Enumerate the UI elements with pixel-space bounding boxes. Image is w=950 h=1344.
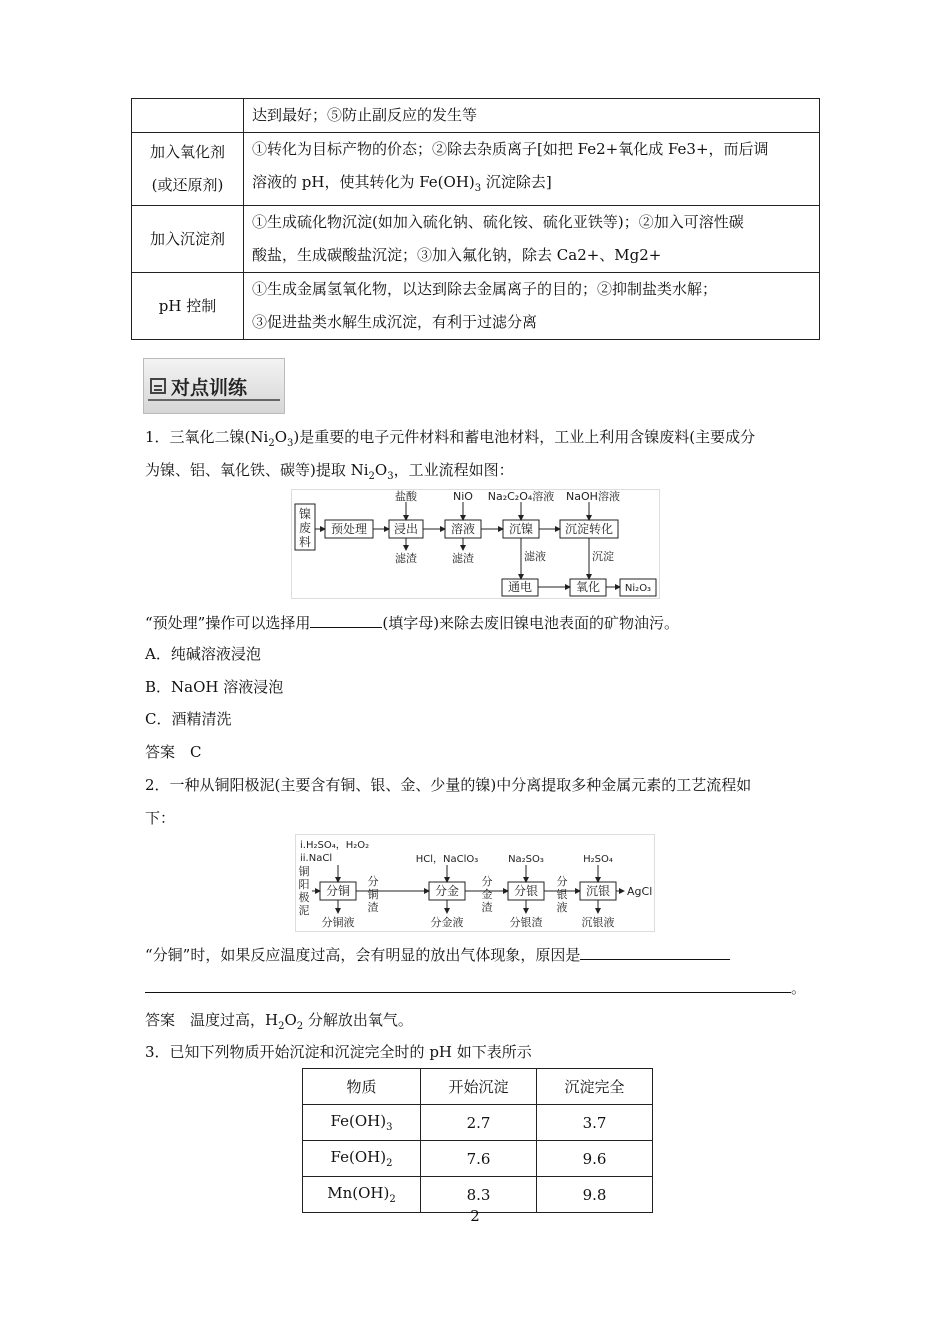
document-icon bbox=[150, 378, 166, 394]
output-label: 滤液 bbox=[524, 550, 546, 563]
reagent-label: NiO bbox=[453, 490, 473, 503]
output-label: 沉淀 bbox=[592, 550, 614, 563]
q2-blank-line: 。 bbox=[145, 976, 806, 998]
step-label: 分银 bbox=[513, 884, 539, 898]
flowchart-svg bbox=[296, 835, 654, 931]
output-label: 分银渣 bbox=[509, 916, 543, 929]
mid-label-char: 铜 bbox=[367, 888, 379, 901]
mid-label-char: 渣 bbox=[481, 901, 493, 914]
step-label: 分铜 bbox=[325, 884, 351, 898]
reagent-label: Na₂SO₃ bbox=[508, 854, 544, 865]
mid-label-char: 渣 bbox=[367, 901, 379, 914]
reagent-label: 盐酸 bbox=[395, 490, 417, 503]
output-label: 分金液 bbox=[430, 916, 464, 929]
flowchart-svg bbox=[292, 490, 659, 598]
answer-blank bbox=[580, 943, 730, 960]
process-table bbox=[131, 98, 820, 340]
q2-question: “分铜”时，如果反应温度过高，会有明显的放出气体现象，原因是 bbox=[145, 943, 730, 965]
step-label: 沉银 bbox=[585, 884, 611, 898]
mid-label-char: 分 bbox=[367, 875, 379, 888]
table-row bbox=[132, 206, 820, 273]
step-label: 预处理 bbox=[330, 522, 368, 536]
table-row: $Fe(OH)_3$ 2.7 3.7 bbox=[303, 1105, 653, 1141]
mid-label-char: 分 bbox=[556, 875, 568, 888]
table-row: $Mn(OH)_2$ 8.3 9.8 bbox=[303, 1177, 653, 1213]
q2-answer: 答案 温度过高，$H_2O_2$ 分解放出氧气。 bbox=[145, 1011, 413, 1032]
answer-blank bbox=[145, 976, 791, 993]
step-label: 分金 bbox=[434, 884, 460, 898]
step-label: 氧化 bbox=[575, 580, 601, 594]
reagent-label: NaOH溶液 bbox=[566, 490, 620, 503]
row-content: ①生成硫化物沉淀(如加入硫化钠、硫化铵、硫化亚铁等)；②加入可溶性碳 酸盐，生成碳酸盐沉淀；③加入氟化钠，除去 Ca2+、Mg2+ bbox=[244, 206, 820, 273]
table-row bbox=[132, 133, 820, 206]
row-content: ①生成金属氢氧化物，以达到除去金属离子的目的；②抑制盐类水解； ③促进盐类水解生成沉淀，有利于过滤分离 bbox=[244, 273, 820, 340]
row-content: 达到最好；⑤防止副反应的发生等 bbox=[244, 99, 820, 133]
q2-flowchart bbox=[295, 834, 655, 932]
option-b: B．NaOH 溶液浸泡 bbox=[145, 678, 284, 696]
q2-line1: 2．一种从铜阳极泥(主要含有铜、银、金、少量的镍)中分离提取多种金属元素的工艺流程如 bbox=[145, 776, 752, 794]
page-number: 2 bbox=[470, 1207, 480, 1225]
mid-label-char: 液 bbox=[556, 901, 568, 914]
mid-label-char: 银 bbox=[556, 888, 568, 901]
row-content: ①转化为目标产物的价态；②除去杂质离子[如把 Fe2+氧化成 Fe3+，而后调 溶液的 pH，使其转化为 $Fe(OH)_3$ 沉淀除去] bbox=[244, 133, 820, 206]
reagent-label: i.H₂SO₄，H₂O₂ bbox=[300, 840, 370, 851]
output-label: 沉银液 bbox=[581, 916, 615, 929]
section-title: 对点训练 bbox=[171, 377, 248, 399]
q2-line2: 下： bbox=[145, 809, 176, 827]
source-char: 泥 bbox=[298, 904, 310, 917]
output-label: 滤渣 bbox=[395, 552, 417, 565]
table-row: $Fe(OH)_2$ 7.6 9.6 bbox=[303, 1141, 653, 1177]
q1-answer: 答案 C bbox=[145, 743, 202, 761]
reagent-label: HCl，NaClO₃ bbox=[415, 854, 479, 865]
source-char: 废 bbox=[298, 521, 312, 535]
q1-question: “预处理”操作可以选择用 (填字母)来除去废旧镍电池表面的矿物油污。 bbox=[145, 611, 679, 633]
q1-line2: 为镍、铝、氧化铁、碳等)提取 $Ni_2O_3$，工业流程如图： bbox=[145, 461, 514, 482]
table-row bbox=[132, 99, 820, 133]
q1-flowchart bbox=[291, 489, 660, 599]
step-label: 浸出 bbox=[393, 522, 419, 536]
reagent-label: H₂SO₄ bbox=[583, 854, 613, 865]
source-char: 铜 bbox=[298, 865, 310, 878]
source-char: 极 bbox=[298, 891, 310, 904]
table-row bbox=[132, 273, 820, 340]
product-label: Ni₂O₃ bbox=[624, 583, 652, 594]
mid-label-char: 分 bbox=[481, 875, 493, 888]
reagent-label: Na₂C₂O₄溶液 bbox=[487, 490, 555, 503]
row-label: 加入沉淀剂 bbox=[132, 206, 244, 273]
step-label: 溶液 bbox=[450, 522, 476, 536]
ph-table bbox=[302, 1068, 653, 1213]
step-label: 沉镍 bbox=[508, 522, 534, 536]
source-char: 镍 bbox=[298, 507, 312, 521]
q3-line1: 3．已知下列物质开始沉淀和沉淀完全时的 pH 如下表所示 bbox=[145, 1043, 532, 1061]
answer-blank bbox=[310, 611, 382, 628]
source-char: 阳 bbox=[298, 878, 310, 891]
option-a: A．纯碱溶液浸泡 bbox=[145, 645, 261, 663]
section-badge bbox=[143, 358, 285, 414]
table-header-row: 物质 开始沉淀 沉淀完全 bbox=[303, 1069, 653, 1105]
step-label: 通电 bbox=[507, 580, 533, 594]
product-label: AgCl bbox=[627, 885, 653, 898]
option-c: C．酒精清洗 bbox=[145, 710, 232, 728]
row-label bbox=[132, 99, 244, 133]
output-label: 分铜液 bbox=[321, 916, 355, 929]
step-label: 沉淀转化 bbox=[564, 522, 614, 536]
output-label: 滤渣 bbox=[452, 552, 474, 565]
reagent-label: ii.NaCl bbox=[300, 853, 333, 864]
row-label: pH 控制 bbox=[132, 273, 244, 340]
source-char: 料 bbox=[298, 535, 312, 549]
row-label: 加入氧化剂 (或还原剂) bbox=[132, 133, 244, 206]
q1-line1: 1．三氧化二镍$(Ni_2O_3)$是重要的电子元件材料和蓄电池材料，工业上利用含镍废料(主要成分 bbox=[145, 428, 756, 449]
mid-label-char: 金 bbox=[481, 888, 493, 901]
